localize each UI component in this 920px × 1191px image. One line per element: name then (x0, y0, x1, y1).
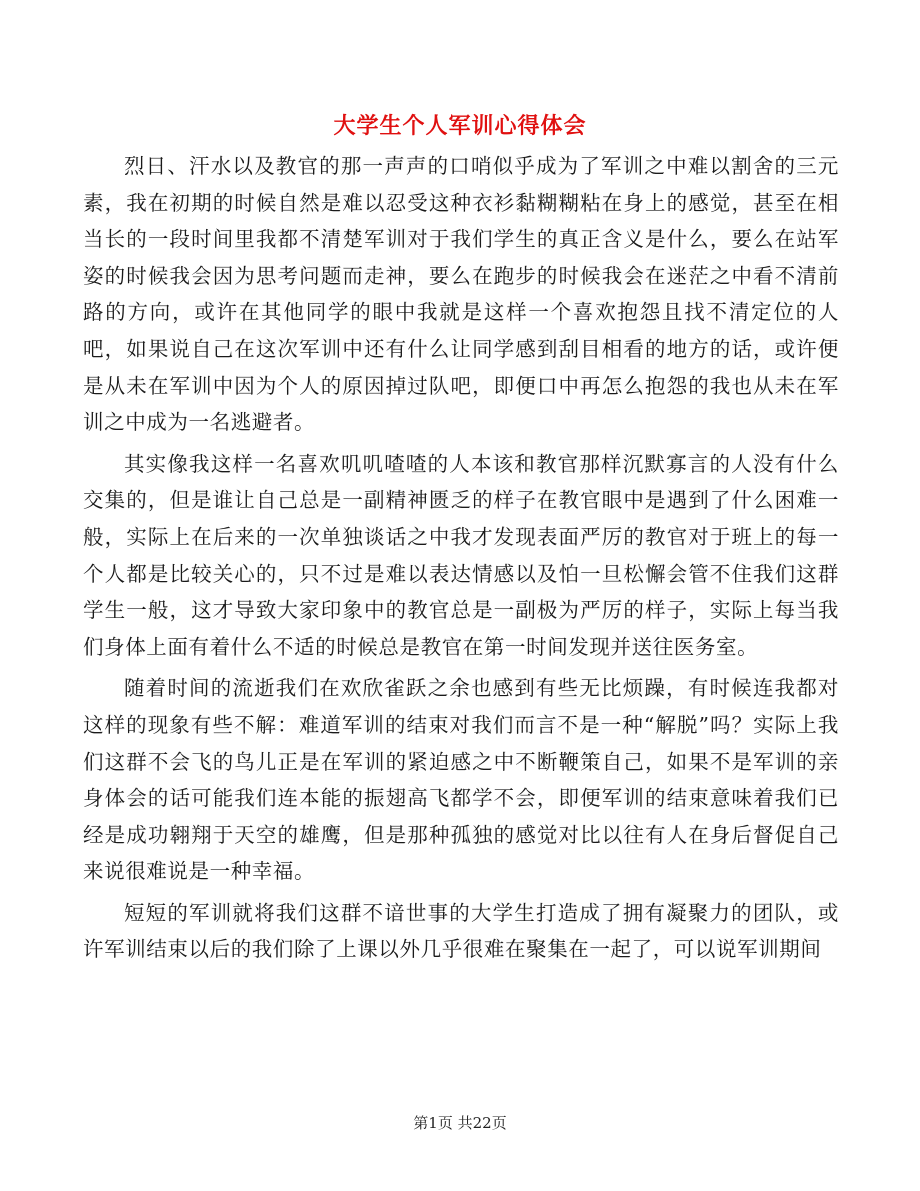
document-title: 大学生个人军训心得体会 (333, 113, 587, 139)
paragraph: 短短的军训就将我们这群不谙世事的大学生打造成了拥有凝聚力的团队，或许军训结束以后的我们除了上课以外几乎很难在聚集在一起了，可以说军训期间 (83, 900, 839, 962)
paragraph: 其实像我这样一名喜欢叽叽喳喳的人本该和教官那样沉默寡言的人没有什么交集的，但是谁让自己总是一副精神匮乏的样子在教官眼中是遇到了什么困难一般，实际上在后来的一次单独谈话之中我才发现表面严厉的教官对于班上的每一个人都是比较关心的，只不过是难以表达情感以及怕一旦松懈会管不住我们这群学生一般，这才导致大家印象中的教官总是一副极为严厉的样子，实际上每当我们身体上面有着什么不适的时候总是教官在第一时间发现并送往医务室。 (83, 451, 839, 659)
document-body (83, 148, 839, 973)
paragraph: 随着时间的流逝我们在欢欣雀跃之余也感到有些无比烦躁，有时候连我都对这样的现象有些不解：难道军训的结束对我们而言不是一种“解脱”吗？实际上我们这群不会飞的鸟儿正是在军训的紧迫感之中不断鞭策自己，如果不是军训的亲身体会的话可能我们连本能的振翅高飞都学不会，即便军训的结束意味着我们已经是成功翱翔于天空的雄鹰，但是那种孤独的感觉对比以往有人在身后督促自己来说很难说是一种幸福。 (83, 676, 839, 884)
paragraph: 烈日、汗水以及教官的那一声声的口哨似乎成为了军训之中难以割舍的三元素，我在初期的时候自然是难以忍受这种衣衫黏糊糊粘在身上的感觉，甚至在相当长的一段时间里我都不清楚军训对于我们学生的真正含义是什么，要么在站军姿的时候我会因为思考问题而走神，要么在跑步的时候我会在迷茫之中看不清前路的方向，或许在其他同学的眼中我就是这样一个喜欢抱怨且找不清定位的人吧，如果说自己在这次军训中还有什么让同学感到刮目相看的地方的话，或许便是从未在军训中因为个人的原因掉过队吧，即便口中再怎么抱怨的我也从未在军训之中成为一名逃避者。 (83, 154, 839, 435)
page-number-footer: 第1页 共22页 (413, 1114, 507, 1132)
